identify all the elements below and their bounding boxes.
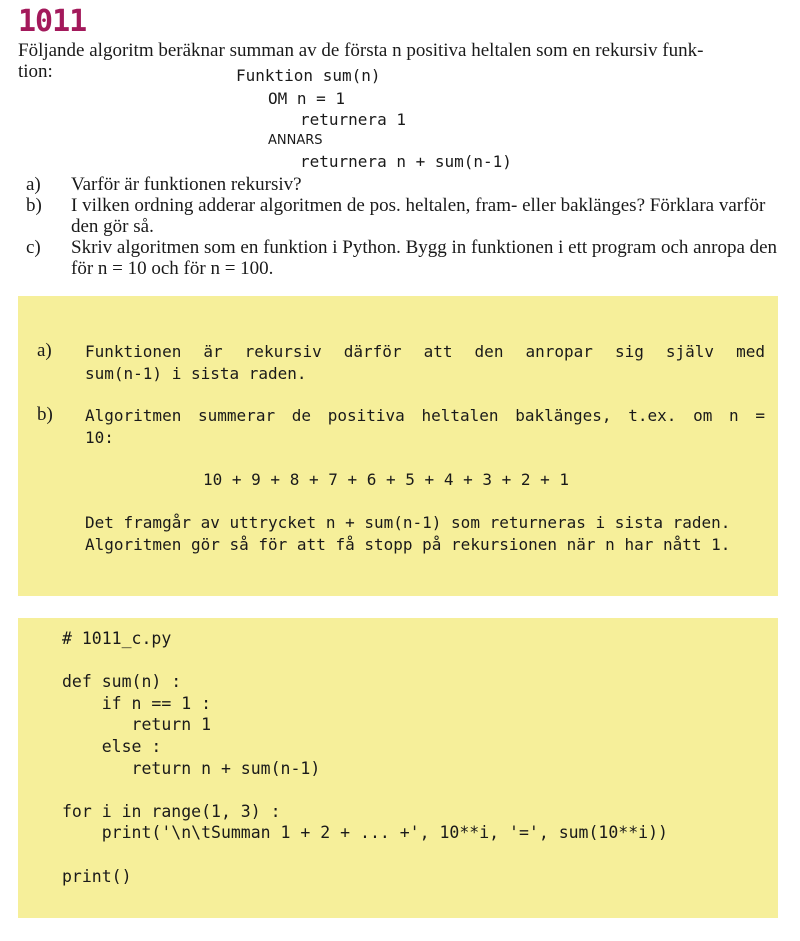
answer-a-line-2: sum(n-1) i sista raden. — [85, 364, 307, 383]
question-label: b) — [26, 195, 42, 216]
answer-b-line-2: 10: — [85, 428, 114, 447]
answer-b-explanation-2: Algoritmen gör så för att få stopp på rekursionen när n har nått 1. — [85, 535, 731, 554]
question-label: a) — [26, 174, 41, 195]
intro-line-2: tion: — [18, 61, 53, 82]
algo-return-rec: returnera n + sum(n-1) — [300, 152, 512, 171]
exercise-number: 1011 — [18, 4, 87, 39]
algo-return-1: returnera 1 — [300, 110, 406, 129]
code-line — [62, 650, 668, 672]
code-line: # 1011_c.py — [62, 629, 172, 648]
algo-if: OM n = 1 — [268, 89, 346, 108]
answer-b-sum: 10 + 9 + 8 + 7 + 6 + 5 + 4 + 3 + 2 + 1 — [203, 470, 570, 489]
answer-b-line-1: Algoritmen summerar de positiva heltalen baklänges, t.ex. om n = — [85, 406, 765, 425]
code-line: if n == 1 : — [62, 693, 212, 713]
python-code — [62, 628, 668, 887]
intro-text — [18, 40, 783, 82]
question-text: Varför är funktionen rekursiv? — [71, 174, 302, 195]
code-line: def sum(n) : — [62, 672, 182, 692]
code-line: return n + sum(n-1) — [62, 758, 321, 778]
code-line: return 1 — [62, 715, 212, 735]
algo-header: Funktion sum(n) — [236, 66, 381, 85]
code-line: else : — [62, 736, 162, 756]
answer-a-line-1: Funktionen är rekursiv därför att den anropar sig själv med — [85, 342, 765, 361]
code-line: print('\n\tSumman 1 + 2 + ... +', 10**i, '=', sum(10**i)) — [62, 823, 668, 843]
intro-line-1: Följande algoritm beräknar summan av de första n positiva heltalen som en rekursiv funk- — [18, 40, 704, 61]
code-line — [62, 844, 668, 866]
code-line — [62, 779, 668, 801]
answer-b-explanation-1: Det framgår av uttrycket n + sum(n-1) som returneras i sista raden. — [85, 513, 731, 532]
answer-b-label: b) — [37, 404, 53, 425]
code-line: for i in range(1, 3) : — [62, 801, 281, 821]
answer-a-label: a) — [37, 340, 52, 361]
code-line: print() — [62, 866, 132, 886]
algo-else: ANNARS — [268, 133, 323, 148]
question-text: I vilken ordning adderar algoritmen de pos. heltalen, fram- eller baklänges? Förklara varför den gör så. — [71, 195, 766, 237]
question-text: Skriv algoritmen som en funktion i Python. Bygg in funktionen i ett program och anropa den för n = 10 och för n = 100. — [71, 237, 778, 279]
question-label: c) — [26, 237, 41, 258]
